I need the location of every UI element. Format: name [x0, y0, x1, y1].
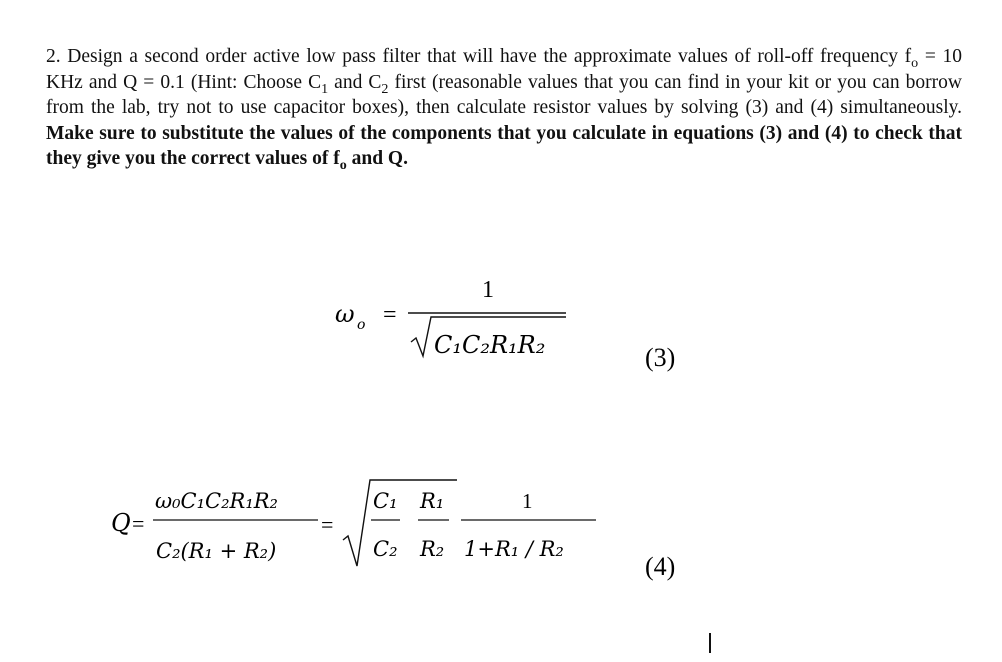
eq3-omega-subscript: o	[357, 317, 366, 333]
eq4-c2: C₂	[373, 537, 398, 561]
problem-text-1: Design a second order active low pass filter that will have the approximate values of roll-off frequency f	[67, 46, 912, 67]
problem-text-3: and C	[328, 71, 382, 93]
eq4-r2: R₂	[420, 537, 445, 561]
emphasis-text-1: Make sure to substitute the values of the components that you calculate in equations (3) and (4) to check that they give you the correct values of f	[46, 122, 962, 169]
eq3-equals: =	[383, 302, 397, 328]
eq3-numerator: 1	[482, 277, 494, 303]
emphasis-subscript-o: o	[339, 156, 347, 173]
eq4-label: (4)	[645, 552, 676, 581]
eq3-label: (3)	[645, 343, 676, 372]
subscript-o: o	[911, 54, 919, 71]
eq4-denominator-3: 1+R₁ / R₂	[464, 537, 564, 561]
eq3-radicand: C₁C₂R₁R₂	[434, 331, 546, 359]
eq4-one: 1	[522, 489, 533, 513]
emphasis-text-2: and Q.	[346, 148, 408, 169]
eq4-denominator-1: C₂(R₁ + R₂)	[156, 539, 277, 563]
eq4-equals: =	[132, 511, 145, 536]
problem-text-4: first (reasonable values that you can find in your kit or you can borrow from the lab, try not to use capacitor boxes), then calculate resistor values by solving (3) and (4) simultaneously.	[46, 71, 962, 118]
problem-text-2: = 10 KHz and Q = 0.1 (Hint: Choose C	[46, 46, 963, 93]
text-cursor	[709, 633, 711, 653]
eq4-c1: C₁	[373, 489, 398, 513]
subscript-2: 2	[381, 80, 389, 97]
subscript-1: 1	[321, 80, 329, 97]
problem-number: 2.	[46, 46, 61, 67]
eq4-r1: R₁	[420, 489, 445, 513]
eq4-numerator-1: ω₀C₁C₂R₁R₂	[155, 489, 278, 513]
eq3-omega: ω	[335, 300, 355, 328]
eq4-equals-2: =	[321, 512, 334, 537]
eq4-q: Q	[111, 509, 131, 537]
